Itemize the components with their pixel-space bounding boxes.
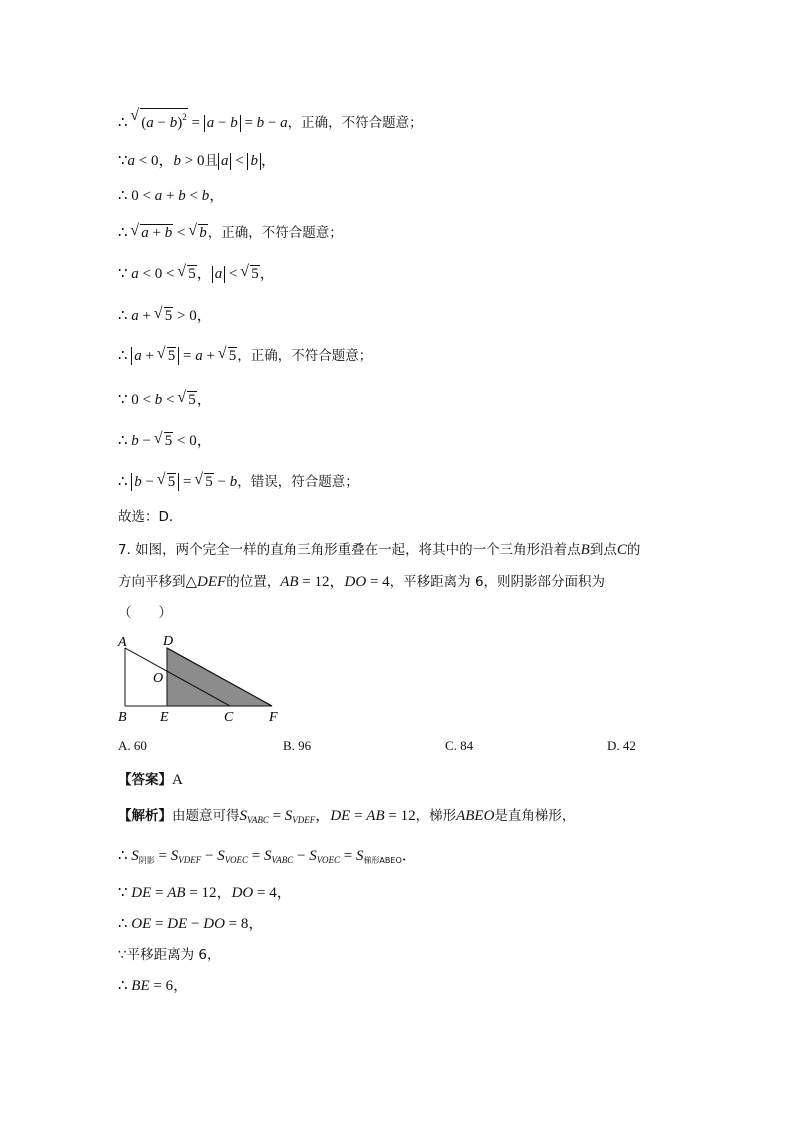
question-7-line-1: 7. 如图，两个完全一样的直角三角形重叠在一起，将其中的一个三角形沿着点B到点C的 [118, 542, 641, 558]
option-d: D. 42 [607, 738, 636, 753]
answer-line: 【答案】A [118, 772, 183, 788]
solution-line-1: ∴ √ $(a - b)^2 = a - b = b - a$，正确，不符合题意； [118, 108, 423, 133]
solution-line-9: ∴ b − √ 5 < 0， [118, 431, 212, 451]
triangle-figure [112, 630, 292, 725]
solution-line-10: ∴ b − √ 5 = √ 5 − b，错误，符合题意； [118, 472, 359, 492]
solution-line-2: ∵a < 0，b > 0且 a < b ， [118, 153, 276, 169]
analysis-line-3: ∵ DE = AB = 12，DO = 4， [118, 885, 292, 901]
solution-line-4: ∴ √ a + b < √ b，正确，不符合题意； [118, 223, 343, 243]
analysis-line-4: ∴ OE = DE − DO = 8， [118, 916, 264, 932]
label-F: F [269, 710, 278, 725]
label-E: E [160, 710, 169, 725]
choice-conclusion: 故选：D． [118, 509, 183, 525]
label-A: A [118, 635, 127, 650]
solution-line-6: ∴ a + √ 5 > 0， [118, 306, 212, 326]
label-O: O [153, 671, 164, 686]
solution-line-5: ∵ a < 0 < √ 5， a < √ 5， [118, 264, 275, 284]
label-B: B [118, 710, 127, 725]
option-c: C. 84 [445, 738, 474, 753]
option-a: A. 60 [118, 738, 147, 753]
option-b: B. 96 [283, 738, 312, 753]
line1-comment: ，正确，不符合题意； [287, 115, 423, 131]
analysis-line-1: 【解析】由题意可得$S_{VABC} = S_{VDEF}$，DE = AB = 12，梯形ABEO是直角梯形， [118, 808, 576, 825]
solution-line-7: ∴ a + √ 5 = a + √ 5，正确，不符合题意； [118, 346, 372, 366]
label-C: C [224, 710, 234, 725]
analysis-line-2: ∴ $S_{阴影} = S_{VDEF} - S_{VOEC} = S_{VABC} - S_{VOEC} = S_{梯形ABEO}$． [118, 848, 417, 865]
analysis-line-6: ∴ BE = 6， [118, 978, 189, 994]
solution-line-3: ∴ 0 < a + b < b， [118, 188, 225, 204]
label-D: D [163, 634, 174, 649]
analysis-line-5: ∵平移距离为 6， [118, 947, 221, 963]
solution-line-8: ∵ 0 < b < √ 5， [118, 390, 212, 410]
question-7-paren: （ ） [118, 605, 172, 621]
question-7-line-2: 方向平移到△DEF的位置，AB = 12，DO = 4，平移距离为 6，则阴影部分面积为 [118, 574, 606, 590]
